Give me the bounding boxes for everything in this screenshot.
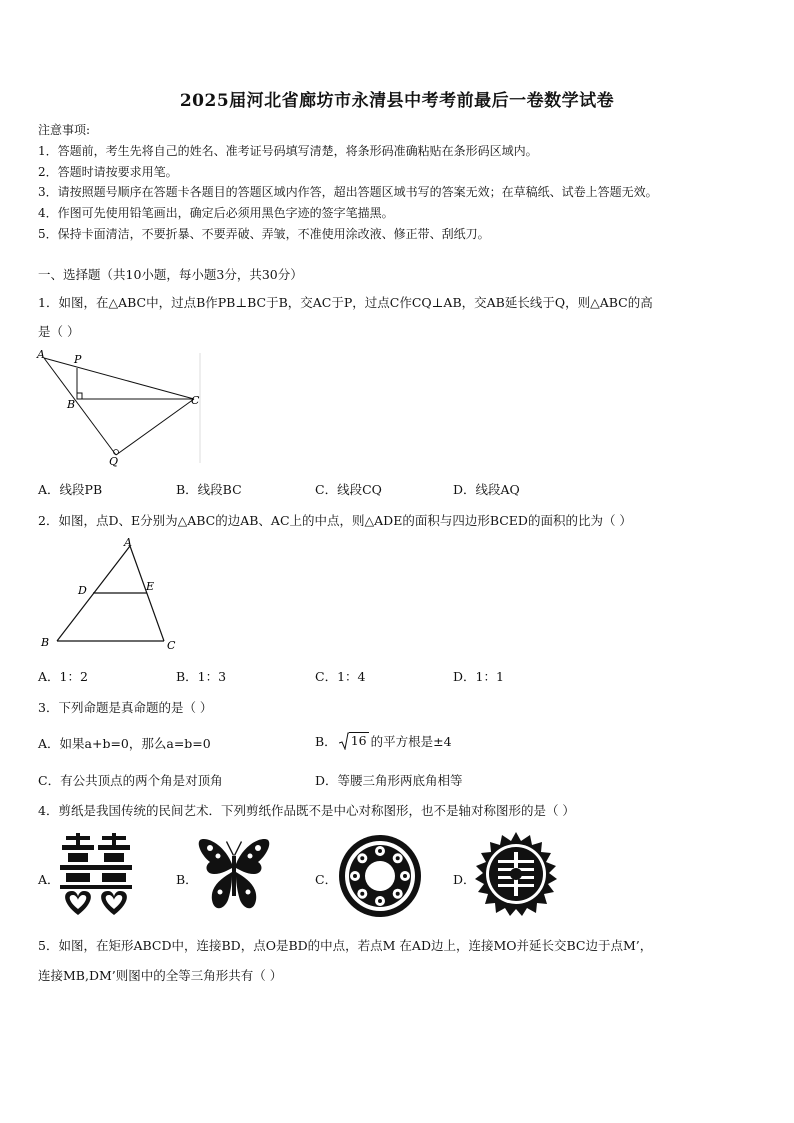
question-4-option-d-letter[interactable]: D． — [453, 872, 476, 887]
ring-pattern-icon — [338, 834, 422, 918]
question-5-text: 5．如图，在矩形ABCD中，连接BD，点O是BD的中点，若点M 在AD边上，连接MO并延长交BC边于点M’， — [38, 938, 653, 953]
question-3-option-b[interactable] — [315, 732, 452, 750]
notice-item: 1．答题前，考生先将自己的姓名、准考证号码填写清楚，将条形码准确粘贴在条形码区域内。 — [38, 144, 538, 158]
label-Q: Q — [109, 455, 119, 468]
question-1-option-b[interactable]: B．线段BC — [176, 482, 242, 497]
question-2-option-b[interactable]: B．1：3 — [176, 669, 227, 684]
question-3-option-a[interactable]: A．如果a+b=0，那么a=b=0 — [38, 736, 211, 751]
label-C: C — [167, 639, 176, 652]
radicand: 16 — [350, 733, 367, 748]
label-P: P — [74, 353, 82, 366]
question-4-text: 4．剪纸是我国传统的民间艺术．下列剪纸作品既不是中心对称图形，也不是轴对称图形的是（ ） — [38, 803, 575, 818]
notice-item: 2．答题时请按要求用笔。 — [38, 165, 178, 179]
question-4-option-a-letter[interactable]: A． — [38, 872, 60, 887]
gear-pattern-icon — [474, 832, 558, 916]
question-1-option-c[interactable]: C．线段CQ — [315, 482, 382, 497]
question-3-option-d[interactable]: D．等腰三角形两底角相等 — [315, 773, 463, 788]
question-4-option-b-letter[interactable]: B． — [176, 872, 198, 887]
question-2-option-c[interactable]: C．1：4 — [315, 669, 366, 684]
page-title: 2025届河北省廊坊市永清县中考考前最后一卷数学试卷 — [179, 91, 615, 111]
question-2-option-a[interactable]: A．1：2 — [38, 669, 88, 684]
section-heading: 一、选择题（共10小题，每小题3分，共30分） — [38, 267, 303, 282]
question-1-text-cont: 是（ ） — [38, 324, 80, 339]
label-D: D — [78, 584, 87, 597]
butterfly-icon — [196, 834, 272, 916]
notice-item: 3．请按照题号顺序在答题卡各题目的答题区域内作答，超出答题区域书写的答案无效；在草稿纸、试卷上答题无效。 — [38, 185, 658, 199]
question-5-text-cont: 连接MB,DM’则图中的全等三角形共有（ ） — [38, 968, 283, 983]
notice-item: 4．作图可先使用铅笔画出，确定后必须用黑色字迹的签字笔描黑。 — [38, 206, 394, 220]
question-4-option-c-letter[interactable]: C． — [315, 872, 338, 887]
label-C: C — [191, 394, 200, 407]
notice-item: 5．保持卡面清洁，不要折暴、不要弄破、弄皱，不准使用涂改液、修正带、刮纸刀。 — [38, 227, 490, 241]
option-b-prefix: B． — [315, 734, 337, 749]
double-happiness-icon — [60, 833, 132, 915]
sqrt-symbol — [339, 732, 369, 750]
label-B: B — [67, 398, 76, 411]
question-3-text: 3．下列命题是真命题的是（ ） — [38, 700, 213, 715]
label-B: B — [41, 636, 50, 649]
label-A: A — [37, 348, 45, 361]
question-3-option-c[interactable]: C．有公共顶点的两个角是对顶角 — [38, 773, 223, 788]
question-2-option-d[interactable]: D．1：1 — [453, 669, 504, 684]
question-2-text: 2．如图，点D、E分别为△ABC的边AB、AC上的中点，则△ADE的面积与四边形BCED的面积的比为（ ） — [38, 513, 632, 528]
question-1-text: 1．如图，在△ABC中，过点B作PB⊥BC于B，交AC于P，过点C作CQ⊥AB，交AB延长线于Q，则△ABC的高 — [38, 295, 653, 310]
notice-heading: 注意事项: — [38, 123, 91, 137]
question-1-option-d[interactable]: D．线段AQ — [453, 482, 520, 497]
question-1-figure — [34, 348, 204, 468]
label-A: A — [124, 536, 132, 549]
question-1-option-a[interactable]: A．线段PB — [38, 482, 103, 497]
question-2-figure — [34, 534, 194, 654]
option-b-suffix: 的平方根是±4 — [370, 734, 452, 749]
label-E: E — [146, 580, 155, 593]
